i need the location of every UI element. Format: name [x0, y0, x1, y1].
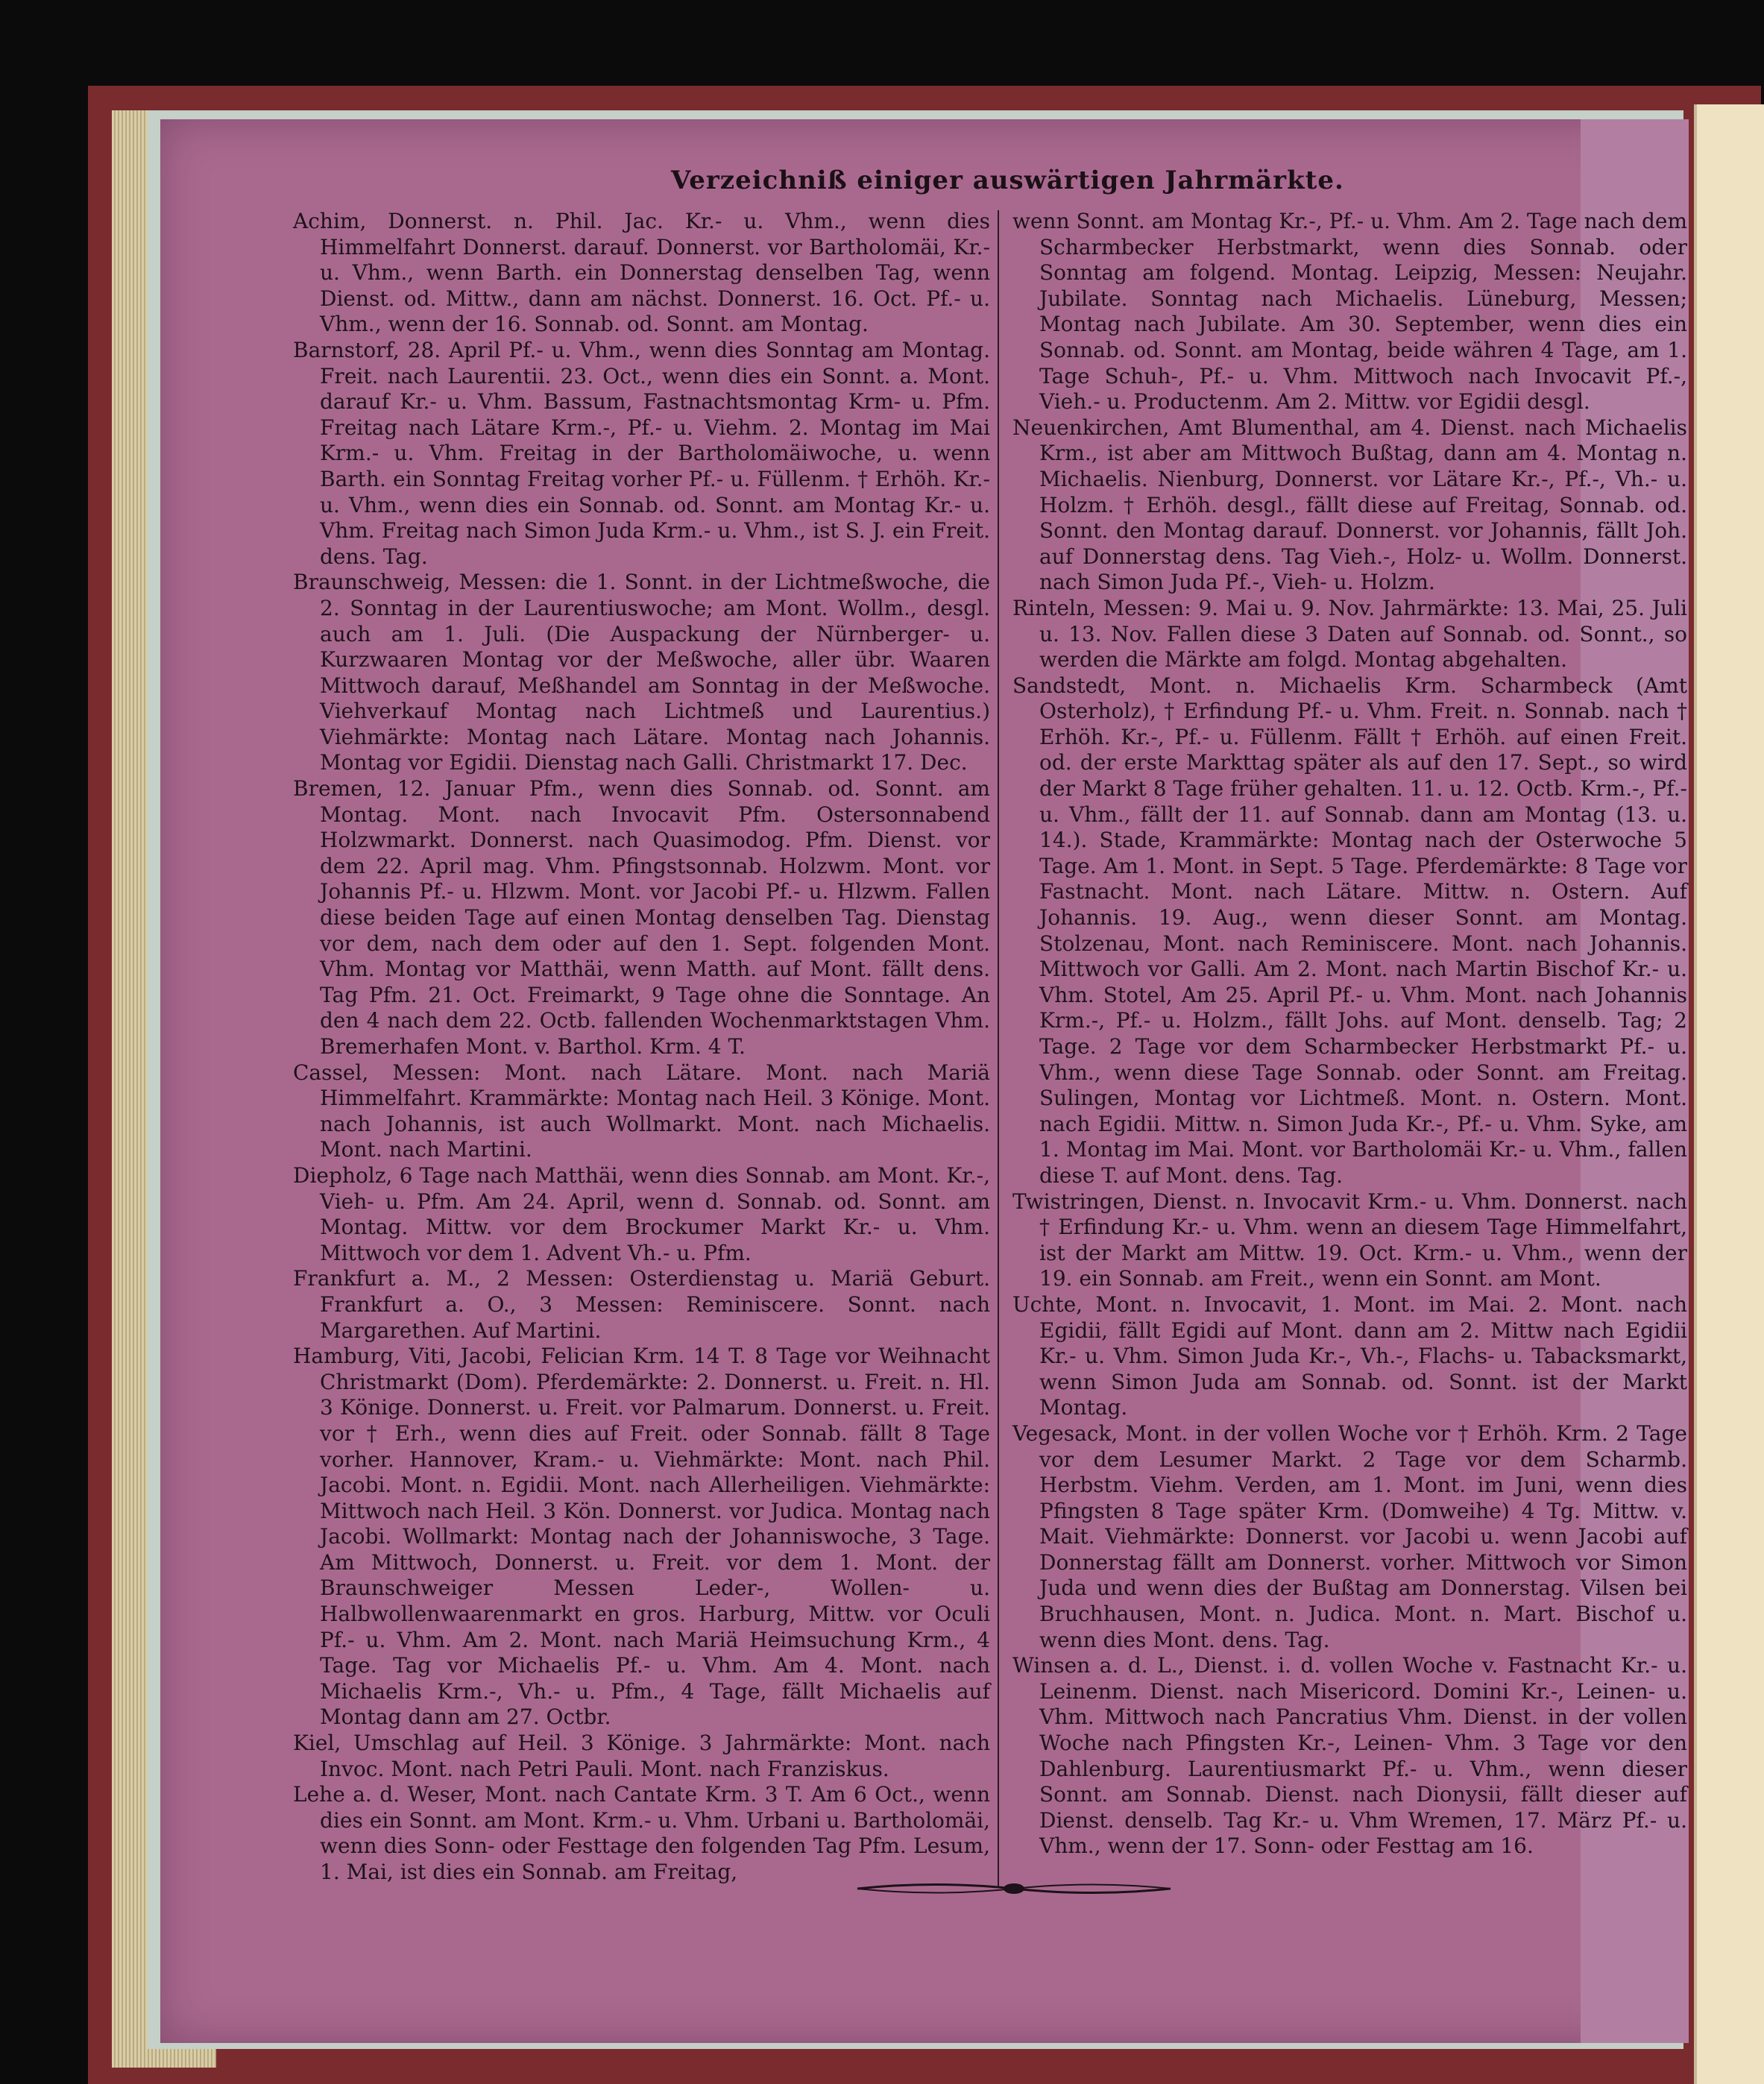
entry-sandstedt: Sandstedt, Mont. n. Michaelis Krm. Scharmbeck (Amt Osterholz), † Erfindung Pf.- u. Vhm. Freit. n. Sonnab. nach † Erhöh. Kr.-, Pf.- u. Füllenm. Fällt † Erhöh. auf einen Freit. od. der erste Markttag später als auf den 17. Sept., so wird der Markt 8 Tage früher gehalten. 11. u. 12. Octb. Krm.-, Pf.- u. Vhm., fällt der 11. auf Sonnab. dann am Montag (13. u. 14.). Stade, Krammärkte: Montag nach der Osterwoche 5 Tage. Am 1. Mont. in Sept. 5 Tage. Pferdemärkte: 8 Tage vor Fastnacht. Mont. nach Lätare. Mittw. n. Ostern. Auf Johannis. 19. Aug., wenn dieser Sonnt. am Montag. Stolzenau, Mont. nach Reminiscere. Mont. nach Johannis. Mittwoch vor Galli. Am 2. Mont. nach Martin Bischof Kr.- u. Vhm. Stotel, Am 25. April Pf.- u. Vhm. Mont. nach Johannis Krm.-, Pf.- u. Holzm., fällt Johs. auf Mont. denselb. Tag; 2 Tage. 2 Tage vor dem Scharmbecker Herbstmarkt Pf.- u. Vhm., wenn diese Tage Sonnab. oder Sonnt. am Freitag. Sulingen, Montag vor Lichtmeß. Mont. n. Ostern. Mont. nach Egidii. Mittw. n. Simon Juda Kr.-, Pf.- u. Vhm. Syke, am 1. Montag im Mai. Mont. vor Bartholomäi Kr.- u. Vhm., fallen diese T. auf Mont. dens. Tag.: [1012, 673, 1687, 1188]
entry-barnstorf: Barnstorf, 28. April Pf.- u. Vhm., wenn dies Sonntag am Montag. Freit. nach Laurentii. 23. Oct., wenn dies ein Sonnt. a. Mont. darauf Kr.- u. Vhm. Bassum, Fastnachtsmontag Krm- u. Pfm. Freitag nach Lätare Krm.-, Pf.- u. Viehm. 2. Montag im Mai Krm.- u. Vhm. Freitag in der Bartholomäiwoche, u. wenn Barth. ein Sonntag Freitag vorher Pf.- u. Füllenm. † Erhöh. Kr.- u. Vhm., wenn dies ein Sonnab. od. Sonnt. am Montag Kr.- u. Vhm. Freitag nach Simon Juda Krm.- u. Vhm., ist S. J. ein Freit. dens. Tag.: [293, 337, 990, 569]
left-column: [293, 209, 990, 1884]
entry-achim: Achim, Donnerst. n. Phil. Jac. Kr.- u. Vhm., wenn dies Himmelfahrt Donnerst. darauf. Donnerst. vor Bartholomäi, Kr.- u. Vhm., wenn Barth. ein Donnerstag denselben Tag, wenn Dienst. od. Mittw., dann am nächst. Donnerst. 16. Oct. Pf.- u. Vhm., wenn der 16. Sonnab. od. Sonnt. am Montag.: [293, 209, 990, 337]
facing-page-edge: [1694, 104, 1764, 2084]
right-column: [1012, 209, 1687, 1871]
end-ornament: [857, 1879, 1171, 1898]
entry-neuenkirchen: Neuenkirchen, Amt Blumenthal, am 4. Dienst. nach Michaelis Krm., ist aber am Mittwoch Bußtag, dann am 4. Montag n. Michaelis. Nienburg, Donnerst. vor Lätare Kr.-, Pf.-, Vh.- u. Holzm. † Erhöh. desgl., fällt diese auf Freitag, Sonnab. od. Sonnt. den Montag darauf. Donnerst. vor Johannis, fällt Joh. auf Donnerstag dens. Tag Vieh.-, Holz- u. Wollm. Donnerst. nach Simon Juda Pf.-, Vieh- u. Holzm.: [1012, 415, 1687, 595]
entry-braunschweig: Braunschweig, Messen: die 1. Sonnt. in der Lichtmeßwoche, die 2. Sonntag in der Laurentiuswoche; am Mont. Wollm., desgl. auch am 1. Juli. (Die Auspackung der Nürnberger- u. Kurzwaaren Montag vor der Meßwoche, aller übr. Waaren Mittwoch darauf, Meßhandel am Sonntag in der Meßwoche. Viehverkauf Montag nach Lichtmeß und Laurentius.) Viehmärkte: Montag nach Lätare. Montag nach Johannis. Montag vor Egidii. Dienstag nach Galli. Christmarkt 17. Dec.: [293, 570, 990, 775]
entry-frankfurt: Frankfurt a. M., 2 Messen: Osterdienstag u. Mariä Geburt. Frankfurt a. O., 3 Messen: Reminiscere. Sonnt. nach Margarethen. Auf Martini.: [293, 1266, 990, 1343]
entry-cassel: Cassel, Messen: Mont. nach Lätare. Mont. nach Mariä Himmelfahrt. Krammärkte: Montag nach Heil. 3 Könige. Mont. nach Johannis, ist auch Wollmarkt. Mont. nach Michaelis. Mont. nach Martini.: [293, 1060, 990, 1162]
entry-lehe: Lehe a. d. Weser, Mont. nach Cantate Krm. 3 T. Am 6 Oct., wenn dies ein Sonnt. am Mont. Krm.- u. Vhm. Urbani u. Bartholomäi, wenn dies Sonn- oder Festtage den folgenden Tag Pfm. Lesum, 1. Mai, ist dies ein Sonnab. am Freitag,: [293, 1782, 990, 1884]
entry-winsen: Winsen a. d. L., Dienst. i. d. vollen Woche v. Fastnacht Kr.- u. Leinenm. Dienst. nach Misericord. Domini Kr.-, Leinen- u. Vhm. Mittwoch nach Pancratius Vhm. Dienst. in der vollen Woche nach Pfingsten Kr.-, Leinen- Vhm. 3 Tage vor den Dahlenburg. Laurentiusmarkt Pf.- u. Vhm., wenn dieser Sonnt. am Sonnab. Dienst. nach Dionysii, fällt dieser auf Dienst. denselb. Tag Kr.- u. Vhm Wremen, 17. März Pf.- u. Vhm., wenn der 17. Sonn- oder Festtag am 16.: [1012, 1653, 1687, 1859]
entry-uchte: Uchte, Mont. n. Invocavit, 1. Mont. im Mai. 2. Mont. nach Egidii, fällt Egidi auf Mont. dann am 2. Mittw nach Egidii Kr.- u. Vhm. Simon Juda Kr.-, Vh.-, Flachs- u. Tabacksmarkt, wenn Simon Juda am Sonnab. od. Sonnt. ist der Markt Montag.: [1012, 1291, 1687, 1420]
entry-lesum-cont: wenn Sonnt. am Montag Kr.-, Pf.- u. Vhm. Am 2. Tage nach dem Scharmbecker Herbstmarkt, wenn dies Sonnab. oder Sonntag am folgend. Montag. Leipzig, Messen: Neujahr. Jubilate. Sonntag nach Michaelis. Lüneburg, Messen; Montag nach Jubilate. Am 30. September, wenn dies ein Sonnab. od. Sonnt. am Montag, beide währen 4 Tage, am 1. Tage Schuh-, Pf.- u. Vhm. Mittwoch nach Invocavit Pf.-, Vieh.- u. Productenm. Am 2. Mittw. vor Egidii desgl.: [1012, 209, 1687, 415]
column-divider: [998, 210, 999, 1888]
entry-diepholz: Diepholz, 6 Tage nach Matthäi, wenn dies Sonnab. am Mont. Kr.-, Vieh- u. Pfm. Am 24. April, wenn d. Sonnab. od. Sonnt. am Montag. Mittw. vor dem Brockumer Markt Kr.- u. Vhm. Mittwoch vor dem 1. Advent Vh.- u. Pfm.: [293, 1162, 990, 1265]
entry-kiel: Kiel, Umschlag auf Heil. 3 Könige. 3 Jahrmärkte: Mont. nach Invoc. Mont. nach Petri Pauli. Mont. nach Franziskus.: [293, 1731, 990, 1781]
entry-twistringen: Twistringen, Dienst. n. Invocavit Krm.- u. Vhm. Donnerst. nach † Erfindung Kr.- u. Vhm. wenn an diesem Tage Himmelfahrt, ist der Markt am Mittw. 19. Oct. Krm.- u. Vhm., wenn der 19. ein Sonnab. am Freit., wenn ein Sonnt. am Mont.: [1012, 1189, 1687, 1291]
entry-hamburg: Hamburg, Viti, Jacobi, Felician Krm. 14 T. 8 Tage vor Weihnacht Christmarkt (Dom). Pferdemärkte: 2. Donnerst. u. Freit. n. Hl. 3 Könige. Donnerst. u. Freit. vor Palmarum. Donnerst. u. Freit. vor † Erh., wenn dies auf Freit. oder Sonnab. fällt 8 Tage vorher. Hannover, Kram.- u. Viehmärkte: Mont. nach Phil. Jacobi. Mont. n. Egidii. Mont. nach Allerheiligen. Viehmärkte: Mittwoch nach Heil. 3 Kön. Donnerst. vor Judica. Montag nach Jacobi. Wollmarkt: Montag nach der Johanniswoche, 3 Tage. Am Mittwoch, Donnerst. u. Freit. vor dem 1. Mont. der Braunschweiger Messen Leder-, Wollen- u. Halbwollenwaarenmarkt en gros. Harburg, Mittw. vor Oculi Pf.- u. Vhm. Am 2. Mont. nach Mariä Heimsuchung Krm., 4 Tage. Tag vor Michaelis Pf.- u. Vhm. Am 4. Mont. nach Michaelis Krm.-, Vh.- u. Pfm., 4 Tage, fällt Michaelis auf Montag dann am 27. Octbr.: [293, 1344, 990, 1730]
entry-vegesack: Vegesack, Mont. in der vollen Woche vor † Erhöh. Krm. 2 Tage vor dem Lesumer Markt. 2 Tage vor dem Scharmb. Herbstm. Viehm. Verden, am 1. Mont. im Juni, wenn dies Pfingsten 8 Tage später Krm. (Domweihe) 4 Tg. Mittw. v. Mait. Viehmärkte: Donnerst. vor Jacobi u. wenn Jacobi auf Donnerstag fällt am Donnerst. vorher. Mittwoch vor Simon Juda und wenn dies der Bußtag am Donnerstag. Vilsen bei Bruchhausen, Mont. n. Judica. Mont. n. Mart. Bischof u. wenn dies Mont. dens. Tag.: [1012, 1420, 1687, 1652]
entry-rinteln: Rinteln, Messen: 9. Mai u. 9. Nov. Jahrmärkte: 13. Mai, 25. Juli u. 13. Nov. Fallen diese 3 Daten auf Sonnab. od. Sonnt., so werden die Märkte am folgd. Montag abgehalten.: [1012, 595, 1687, 673]
entry-bremen: Bremen, 12. Januar Pfm., wenn dies Sonnab. od. Sonnt. am Montag. Mont. nach Invocavit Pfm. Ostersonnabend Holzwmarkt. Donnerst. nach Quasimodog. Pfm. Dienst. vor dem 22. April mag. Vhm. Pfingstsonnab. Holzwm. Mont. vor Johannis Pf.- u. Hlzwm. Mont. vor Jacobi Pf.- u. Hlzwm. Fallen diese beiden Tage auf einen Montag denselben Tag. Dienstag vor dem, nach dem oder auf den 1. Sept. folgenden Mont. Vhm. Montag vor Matthäi, wenn Matth. auf Mont. fällt dens. Tag Pfm. 21. Oct. Freimarkt, 9 Tage ohne die Sonntage. An den 4 nach dem 22. Octb. fallenden Wochenmarktstagen Vhm. Bremerhafen Mont. v. Barthol. Krm. 4 T.: [293, 776, 990, 1059]
page-title: Verzeichniß einiger auswärtigen Jahrmärkte.: [671, 166, 1344, 195]
